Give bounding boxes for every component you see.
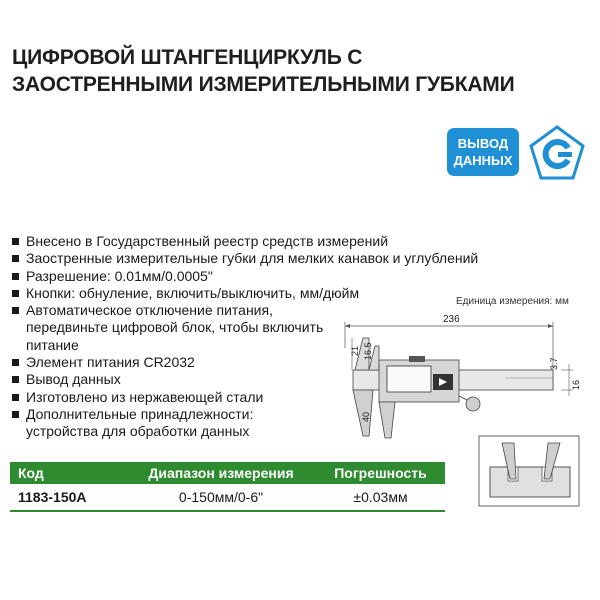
dim-total-length: 236 [443,314,460,325]
gost-certification-icon [528,124,586,182]
feature-item: Изготовлено из нержавеющей стали [10,389,555,406]
dim-jaw-upper-2: 16.5 [363,342,373,360]
caliper-drawing [325,308,590,448]
feature-item: Заостренные измерительные губки для мелких канавок и углублений [10,250,555,267]
cell-accuracy: ±0.03мм [316,484,445,511]
dim-beam-thickness: 3.7 [549,357,559,370]
spec-table [10,462,445,512]
dim-beam-width: 16 [571,379,581,390]
cell-range: 0-150мм/0-6" [126,484,316,511]
table-row [10,484,445,511]
cell-code: 1183-150A [10,484,126,511]
badge-line-1: ВЫВОД [457,136,509,151]
title-line-2: ЗАОСТРЕННЫМИ ИЗМЕРИТЕЛЬНЫМИ ГУБКАМИ [12,73,515,96]
feature-item: Вывод данных [10,371,555,388]
page-title [12,44,592,98]
badge-line-2: ДАННЫХ [453,153,513,168]
header-range: Диапазон измерения [126,462,316,484]
table-header-row [10,462,445,484]
dim-jaw-upper: 21 [350,345,360,356]
header-accuracy: Погрешность [316,462,445,484]
title-line-1: ЦИФРОВОЙ ШТАНГЕНЦИРКУЛЬ С [12,46,363,69]
dim-jaw-lower: 40 [361,411,371,422]
feature-item: Кнопки: обнуление, включить/выключить, мм/дюйм [10,285,555,302]
data-output-badge [447,128,519,176]
header-code: Код [10,462,126,484]
feature-item: Разрешение: 0.01мм/0.0005" [10,268,555,285]
feature-item: Элемент питания CR2032 [10,354,555,371]
feature-item: Внесено в Государственный реестр средств измерений [10,233,555,250]
pointed-jaw-detail-icon [478,435,580,507]
unit-note: Единица измерения: мм [456,296,569,307]
feature-item: Дополнительные принадлежности: устройства для обработки данных [10,406,326,441]
feature-item: Автоматическое отключение питания, передвиньте цифровой блок, чтобы включить питание [10,302,336,354]
